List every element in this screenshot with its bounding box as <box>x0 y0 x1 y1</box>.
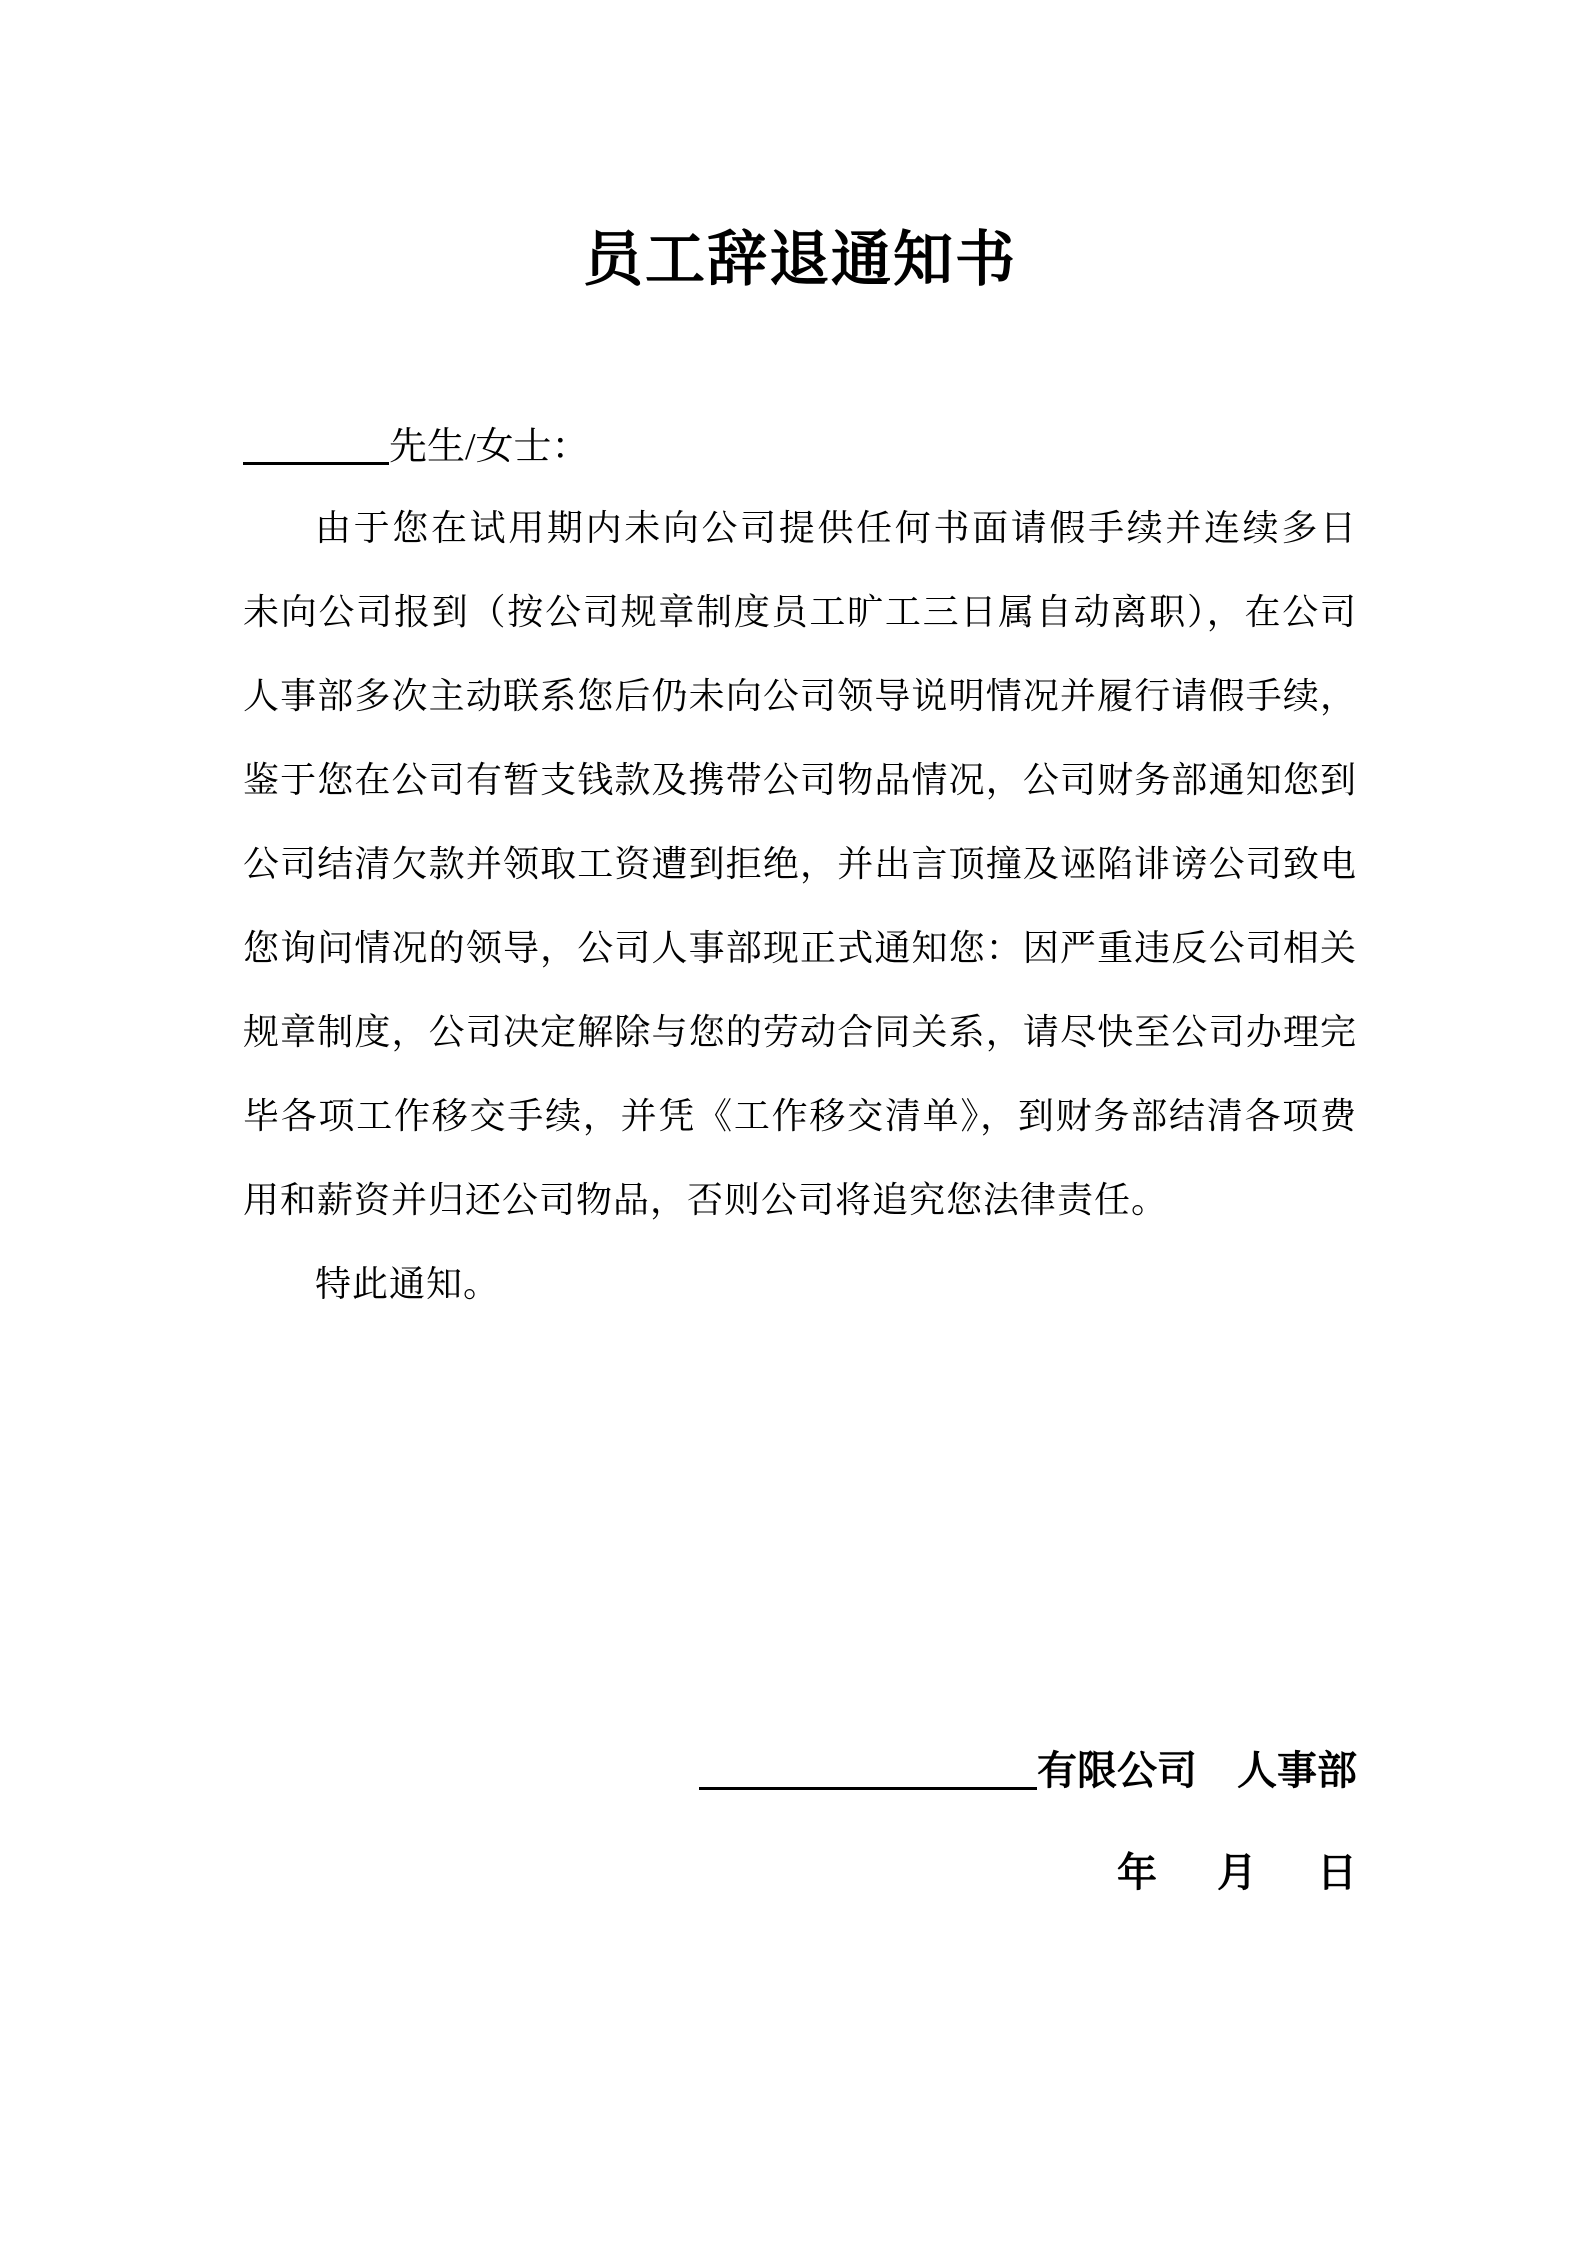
signature-line <box>243 1741 1357 1801</box>
month-label: 月 <box>1217 1850 1257 1895</box>
body-line: 人事部多次主动联系您后仍未向公司领导说明情况并履行请假手续， <box>243 676 1357 716</box>
body-line: 您询问情况的领导，公司人事部现正式通知您：因严重违反公司相关 <box>243 928 1357 968</box>
body-line: 由于您在试用期内未向公司提供任何书面请假手续并连续多日 <box>315 508 1357 548</box>
body-line: 毕各项工作移交手续，并凭《工作移交清单》，到财务部结清各项费 <box>243 1096 1357 1136</box>
company-name-blank <box>699 1753 1037 1790</box>
body-line: 规章制度，公司决定解除与您的劳动合同关系，请尽快至公司办理完 <box>243 1012 1357 1052</box>
notice-body <box>243 486 1357 1242</box>
date-line <box>243 1843 1357 1903</box>
day-label: 日 <box>1317 1850 1357 1895</box>
salutation-label: 先生/女士： <box>389 426 590 468</box>
salutation <box>243 424 1357 470</box>
company-suffix-label: 有限公司 <box>1037 1748 1197 1793</box>
department-label: 人事部 <box>1237 1748 1357 1793</box>
year-label: 年 <box>1117 1850 1157 1895</box>
document-title: 员工辞退通知书 <box>583 227 1017 293</box>
body-line: 用和薪资并归还公司物品，否则公司将追究您法律责任。 <box>243 1180 1169 1220</box>
body-line: 未向公司报到（按公司规章制度员工旷工三日属自动离职），在公司 <box>243 592 1357 632</box>
body-line: 公司结清欠款并领取工资遭到拒绝，并出言顶撞及诬陷诽谤公司致电 <box>243 844 1357 884</box>
body-line: 鉴于您在公司有暂支钱款及携带公司物品情况，公司财务部通知您到 <box>243 760 1357 800</box>
closing-note: 特此通知。 <box>315 1264 501 1304</box>
recipient-name-blank <box>243 428 389 465</box>
